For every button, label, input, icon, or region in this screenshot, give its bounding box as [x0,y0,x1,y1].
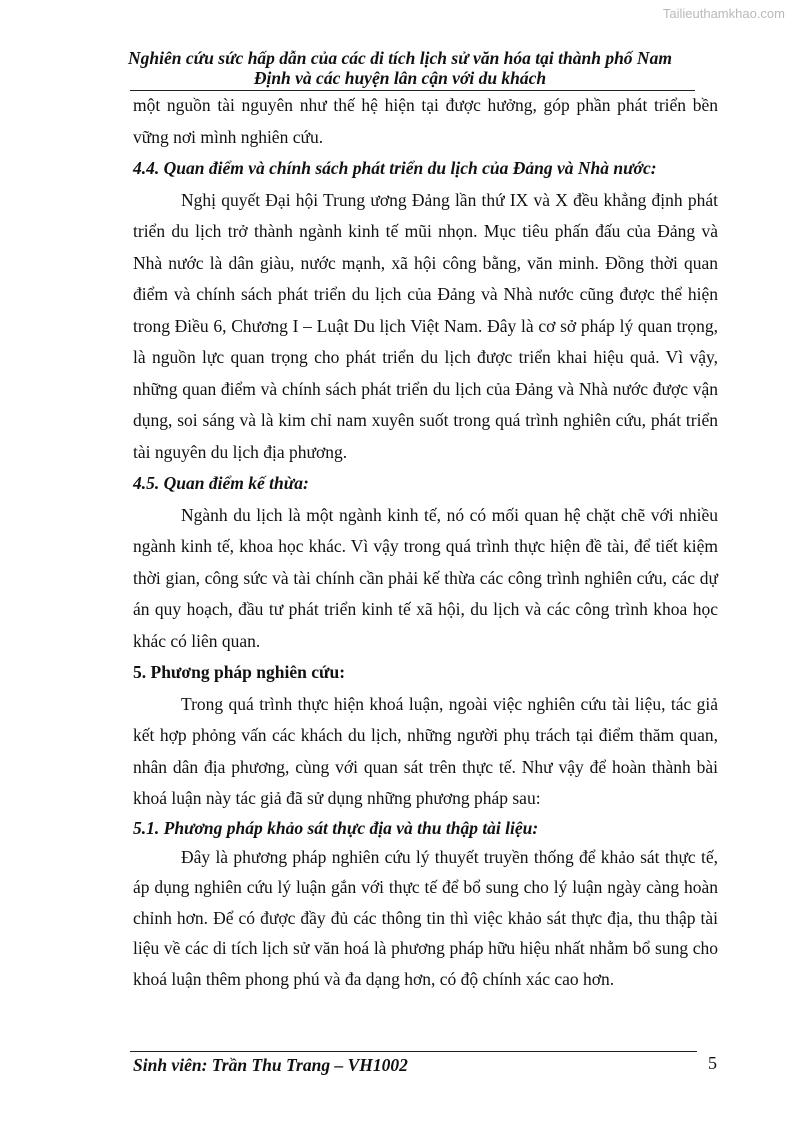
paragraph-5-1: Đây là phương pháp nghiên cứu lý thuyết truyền thống để khảo sát thực tế, áp dụng nghiên cứu lý luận gắn với thực tế để bổ sung cho lý luận ngày càng hoàn chỉnh hơn. Để có được đầy đủ các thông tin thì việc khảo sát thực địa, thu thập tài liệu về các di tích lịch sử văn hoá là phương pháp hữu hiệu nhất nhằm bổ sung cho khoá luận thêm phong phú và đa dạng hơn, có độ chính xác cao hơn. [133,846,718,989]
header-title-line-1: Nghiên cứu sức hấp dẫn của các di tích lịch sử văn hóa tại thành phố Nam [128,48,672,68]
heading-5: 5. Phương pháp nghiên cứu: [133,662,346,682]
page-number: 5 [708,1053,717,1073]
page-header [120,48,680,88]
paragraph-4-4: Nghị quyết Đại hội Trung ương Đảng lần thứ IX và X đều khẳng định phát triển du lịch trở thành ngành kinh tế mũi nhọn. Mục tiêu phấn đấu của Đảng và Nhà nước là dân giàu, nước mạnh, xã hội công bằng, văn minh. Đồng thời quan điểm và chính sách phát triển du lịch của Đảng và Nhà nước cũng được thể hiện trong Điều 6, Chương I – Luật Du lịch Việt Nam. Đây là cơ sở pháp lý quan trọng, là nguồn lực quan trọng cho phát triển du lịch được triển khai hiệu quả. Vì vậy, những quan điểm và chính sách phát triển du lịch của Đảng và Nhà nước được vận dụng, soi sáng và là kim chỉ nam xuyên suốt trong quá trình nghiên cứu, phát triển tài nguyên du lịch địa phương. [133,189,718,462]
footer-divider [130,1051,697,1052]
heading-5-1: 5.1. Phương pháp khảo sát thực địa và thu thập tài liệu: [133,817,539,838]
paragraph-5: Trong quá trình thực hiện khoá luận, ngoài việc nghiên cứu tài liệu, tác giả kết hợp phỏng vấn các khách du lịch, những người phụ trách tại điểm thăm quan, nhân dân địa phương, cùng với quan sát trên thực tế. Như vậy để hoàn thành bài khoá luận này tác giả đã sử dụng những phương pháp sau: [133,693,718,808]
paragraph-4-5: Ngành du lịch là một ngành kinh tế, nó có mối quan hệ chặt chẽ với nhiều ngành kinh tế, khoa học khác. Vì vậy trong quá trình thực hiện đề tài, để tiết kiệm thời gian, công sức và tài chính cần phải kế thừa các công trình nghiên cứu, các dự án quy hoạch, đầu tư phát triển kinh tế xã hội, du lịch và các công trình khoa học khác có liên quan. [133,504,718,651]
watermark: Tailieuthamkhao.com [662,6,785,21]
heading-4-4: 4.4. Quan điểm và chính sách phát triển du lịch của Đảng và Nhà nước: [133,158,657,178]
paragraph-continued: một nguồn tài nguyên như thế hệ hiện tại được hưởng, góp phần phát triển bền vững nơi mình nghiên cứu. [133,95,718,147]
page-body [133,90,718,994]
footer-author: Sinh viên: Trần Thu Trang – VH1002 [133,1055,408,1075]
heading-4-5: 4.5. Quan điểm kế thừa: [133,473,309,493]
header-title-line-2: Định và các huyện lân cận với du khách [253,68,547,88]
